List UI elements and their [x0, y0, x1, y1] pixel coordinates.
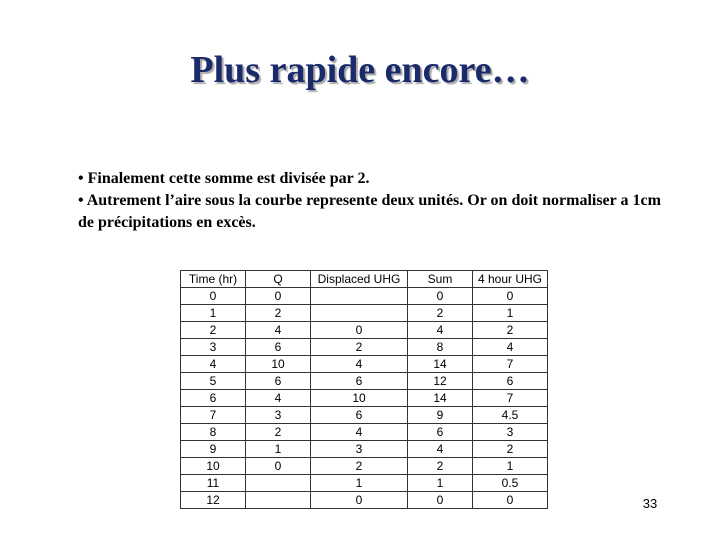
cell-4hour-uhg: 6 — [473, 373, 548, 390]
table-row — [181, 424, 548, 441]
cell-q: 10 — [246, 356, 311, 373]
table-row — [181, 475, 548, 492]
header-q: Q — [246, 271, 311, 288]
header-displaced-uhg: Displaced UHG — [311, 271, 408, 288]
cell-q: 0 — [246, 458, 311, 475]
page-number: 33 — [642, 496, 658, 511]
cell-4hour-uhg: 0 — [473, 288, 548, 305]
cell-4hour-uhg: 7 — [473, 390, 548, 407]
cell-q: 0 — [246, 288, 311, 305]
cell-4hour-uhg: 4.5 — [473, 407, 548, 424]
cell-q: 6 — [246, 373, 311, 390]
cell-4hour-uhg: 7 — [473, 356, 548, 373]
bullet-item: • Finalement cette somme est divisée par 2. — [78, 170, 370, 187]
uhg-table — [180, 270, 548, 509]
cell-time: 9 — [181, 441, 246, 458]
header-time: Time (hr) — [181, 271, 246, 288]
cell-q: 1 — [246, 441, 311, 458]
table-header-row — [181, 271, 548, 288]
cell-4hour-uhg: 1 — [473, 458, 548, 475]
cell-displaced-uhg: 3 — [311, 441, 408, 458]
cell-q: 6 — [246, 339, 311, 356]
cell-displaced-uhg — [311, 288, 408, 305]
cell-q: 2 — [246, 424, 311, 441]
cell-time: 11 — [181, 475, 246, 492]
cell-time: 5 — [181, 373, 246, 390]
cell-sum: 0 — [408, 288, 473, 305]
cell-sum: 6 — [408, 424, 473, 441]
cell-4hour-uhg: 0 — [473, 492, 548, 509]
table-row — [181, 339, 548, 356]
cell-displaced-uhg: 0 — [311, 492, 408, 509]
cell-displaced-uhg: 2 — [311, 339, 408, 356]
cell-time: 10 — [181, 458, 246, 475]
cell-q: 4 — [246, 390, 311, 407]
cell-time: 3 — [181, 339, 246, 356]
table-row — [181, 288, 548, 305]
cell-time: 12 — [181, 492, 246, 509]
bullet-list — [78, 168, 678, 234]
cell-displaced-uhg: 4 — [311, 356, 408, 373]
table-row — [181, 373, 548, 390]
table-row — [181, 441, 548, 458]
cell-sum: 8 — [408, 339, 473, 356]
table-body — [181, 288, 548, 509]
table-row — [181, 407, 548, 424]
cell-displaced-uhg — [311, 305, 408, 322]
table-row — [181, 322, 548, 339]
cell-time: 7 — [181, 407, 246, 424]
table-row — [181, 305, 548, 322]
header-sum: Sum — [408, 271, 473, 288]
cell-displaced-uhg: 0 — [311, 322, 408, 339]
cell-sum: 4 — [408, 322, 473, 339]
cell-time: 6 — [181, 390, 246, 407]
cell-4hour-uhg: 2 — [473, 441, 548, 458]
header-4hour-uhg: 4 hour UHG — [473, 271, 548, 288]
cell-q: 4 — [246, 322, 311, 339]
cell-sum: 0 — [408, 492, 473, 509]
cell-displaced-uhg: 6 — [311, 373, 408, 390]
cell-sum: 14 — [408, 390, 473, 407]
table-row — [181, 390, 548, 407]
cell-displaced-uhg: 6 — [311, 407, 408, 424]
cell-time: 2 — [181, 322, 246, 339]
cell-displaced-uhg: 4 — [311, 424, 408, 441]
cell-4hour-uhg: 4 — [473, 339, 548, 356]
cell-q: 3 — [246, 407, 311, 424]
cell-sum: 9 — [408, 407, 473, 424]
cell-q — [246, 492, 311, 509]
cell-sum: 12 — [408, 373, 473, 390]
cell-time: 4 — [181, 356, 246, 373]
cell-displaced-uhg: 1 — [311, 475, 408, 492]
table-row — [181, 492, 548, 509]
cell-displaced-uhg: 2 — [311, 458, 408, 475]
cell-displaced-uhg: 10 — [311, 390, 408, 407]
cell-sum: 2 — [408, 458, 473, 475]
cell-4hour-uhg: 1 — [473, 305, 548, 322]
cell-time: 8 — [181, 424, 246, 441]
bullet-item: • Autrement l’aire sous la courbe represente deux unités. Or on doit normaliser a 1cm de précipitations en excès. — [78, 192, 661, 231]
cell-4hour-uhg: 0.5 — [473, 475, 548, 492]
cell-sum: 2 — [408, 305, 473, 322]
table-row — [181, 458, 548, 475]
cell-time: 1 — [181, 305, 246, 322]
cell-sum: 1 — [408, 475, 473, 492]
cell-q — [246, 475, 311, 492]
slide-title: Plus rapide encore… — [190, 49, 530, 91]
cell-q: 2 — [246, 305, 311, 322]
table-row — [181, 356, 548, 373]
cell-4hour-uhg: 3 — [473, 424, 548, 441]
cell-sum: 14 — [408, 356, 473, 373]
cell-4hour-uhg: 2 — [473, 322, 548, 339]
cell-sum: 4 — [408, 441, 473, 458]
cell-time: 0 — [181, 288, 246, 305]
